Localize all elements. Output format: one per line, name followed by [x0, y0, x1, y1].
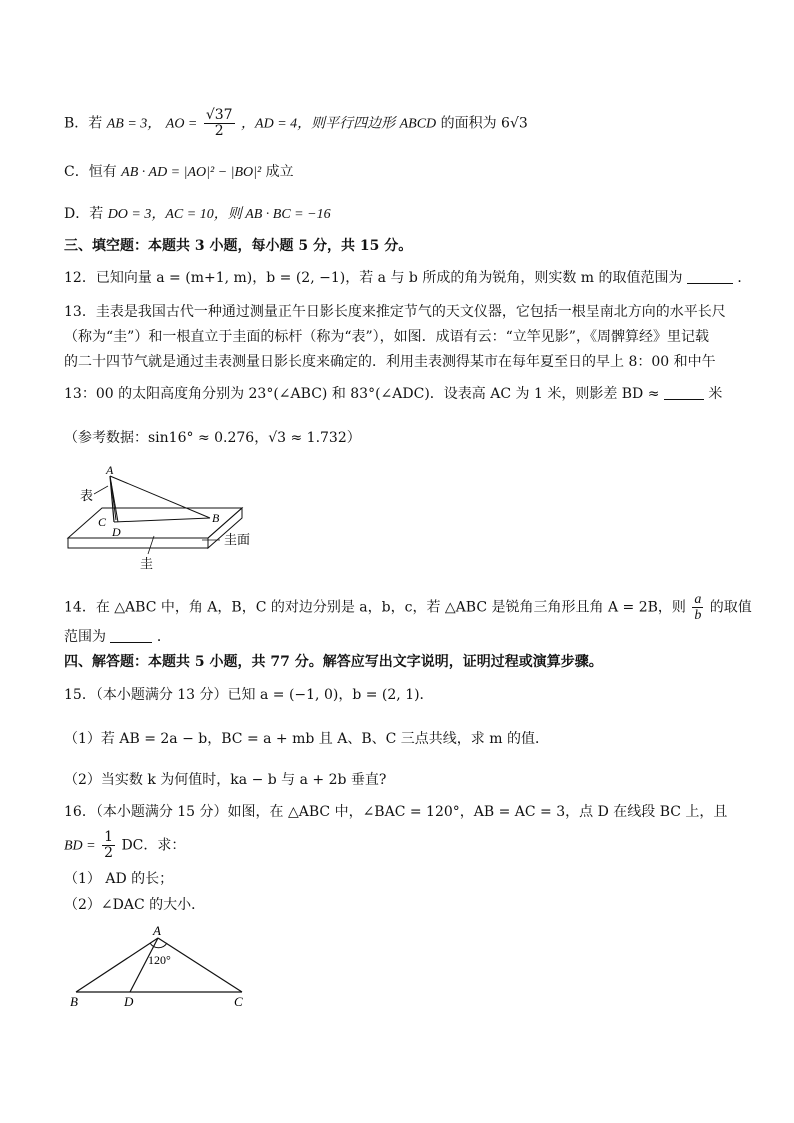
- q14-end: ．: [156, 629, 171, 645]
- bd-relation-end: DC．求：: [121, 837, 186, 854]
- q13-line-3: 的二十四节气就是通过圭表测量日影长度来确定的．利用圭表测得某市在每年夏至日的早上 8：00 和中午: [64, 354, 716, 370]
- q12-text: [64, 268, 751, 288]
- q16-stem: 16．（本小题满分 15 分）如图，在 △ABC 中，∠BAC = 120°，AB = AC = 3，点 D 在线段 BC 上，且: [64, 804, 728, 820]
- option-b-abcd: ABCD: [399, 116, 437, 132]
- q12-stem: 12．已知向量 a = (m+1, m)，b = (2, −1)，若 a 与 b 所成的角为锐角，则实数 m 的取值范围为: [64, 270, 683, 286]
- gui-pointer: [148, 536, 154, 554]
- option-b-ao: AO =: [165, 116, 198, 132]
- label-d: D: [112, 525, 121, 539]
- option-b-ab: AB = 3，: [106, 116, 162, 132]
- fraction-numerator: 1: [104, 829, 113, 845]
- label-biao: 表: [80, 488, 94, 503]
- label-gui: 圭: [140, 556, 154, 571]
- angle-label: 120°: [148, 953, 171, 967]
- biao-pointer: [94, 486, 108, 494]
- angle-arc: [150, 943, 167, 948]
- q14-stem: 14．在 △ABC 中，角 A，B，C 的对边分别是 a，b，c，若 △ABC 是锐角三角形且角 A = 2B，则: [64, 599, 686, 616]
- answer-blank: [664, 385, 704, 400]
- fraction-denominator: b: [694, 608, 702, 623]
- fraction-numerator: a: [694, 592, 702, 607]
- label-a: A: [106, 463, 114, 477]
- q13-line-1: 13．圭表是我国古代一种通过测量正午日影长度来推定节气的天文仪器，它包括一根呈南北方向的水平长尺: [64, 304, 726, 320]
- q11-option-d: [64, 204, 331, 225]
- label-d: D: [124, 994, 134, 1008]
- q16-part-2: （2）∠DAC 的大小．: [64, 897, 206, 913]
- q11-option-c: [64, 162, 294, 183]
- q16-bd-relation: [64, 830, 185, 861]
- q16-fraction: [102, 830, 115, 861]
- q15-part-1: （1）若 AB = 2a − b，BC = a + mb 且 A、B、C 三点共线，求 m 的值．: [64, 731, 549, 747]
- q14-line-2: [64, 627, 171, 647]
- q14-line-1: [64, 592, 752, 623]
- option-b-prefix: B．若: [64, 115, 103, 132]
- q13-unit: 米: [708, 386, 723, 402]
- gnomon-slab-front: [68, 538, 208, 548]
- q13-reference-data: （参考数据：sin16° ≈ 0.276，√3 ≈ 1.732）: [64, 430, 361, 446]
- side-ab: [76, 938, 158, 992]
- fraction-denominator: 2: [104, 845, 113, 861]
- q13-line-2: （称为“圭”）和一根直立于圭面的标杆（称为“表”），如图．成语有云：“立竿见影”，《周髀算经》里记载: [64, 329, 709, 345]
- line-cb: [114, 518, 210, 522]
- label-c: C: [234, 994, 243, 1008]
- label-guimian: 圭面: [224, 532, 251, 547]
- label-b: B: [70, 994, 78, 1008]
- gnomon-figure: [62, 462, 267, 574]
- option-c-prefix: C．恒有: [64, 164, 117, 180]
- q15-part-2: （2）当实数 k 为何值时，ka − b 与 a + 2b 垂直?: [64, 772, 387, 788]
- section-3-heading: 三、填空题：本题共 3 小题，每小题 5 分，共 15 分。: [64, 238, 413, 254]
- section-4-heading: 四、解答题：本题共 5 小题，共 77 分。解答应写出文字说明，证明过程或演算步骤。: [64, 654, 603, 670]
- answer-blank: [687, 269, 733, 284]
- label-c: C: [98, 515, 107, 529]
- line-ab: [110, 476, 210, 518]
- fraction-numerator: √37: [205, 107, 233, 123]
- triangle-figure: [66, 922, 256, 1008]
- label-a: A: [153, 923, 161, 938]
- q14-range-label: 范围为: [64, 629, 106, 645]
- bd-label: BD =: [64, 838, 96, 854]
- q14-fraction: [692, 592, 703, 623]
- option-c-expression: AB · AD = |AO|² − |BO|²: [121, 165, 262, 180]
- q12-end: ．: [737, 270, 752, 286]
- q13-line-4-text: 13：00 的太阳高度角分别为 23°(∠ABC) 和 83°(∠ADC)．设表高 AC 为 1 米，则影差 BD ≈: [64, 386, 660, 402]
- q15-stem: 15．（本小题满分 13 分）已知 a = (−1, 0)，b = (2, 1)．: [64, 687, 434, 703]
- fraction-denominator: 2: [214, 123, 224, 139]
- answer-blank: [110, 628, 152, 643]
- q16-part-1: （1） AD 的长；: [64, 871, 174, 887]
- q13-line-4: [64, 384, 722, 404]
- q14-stem-end: 的取值: [709, 599, 752, 616]
- option-d-prefix: D．若: [64, 206, 104, 222]
- option-b-area: 的面积为 6√3: [440, 115, 528, 132]
- option-d-expression: DO = 3，AC = 10，则 AB · BC = −16: [107, 207, 331, 222]
- option-c-suffix: 成立: [265, 164, 294, 180]
- option-b-fraction: [204, 108, 235, 139]
- option-b-ad: ，AD = 4，则平行四边形: [241, 116, 396, 132]
- q11-option-b: [64, 108, 528, 139]
- label-b: B: [212, 511, 220, 525]
